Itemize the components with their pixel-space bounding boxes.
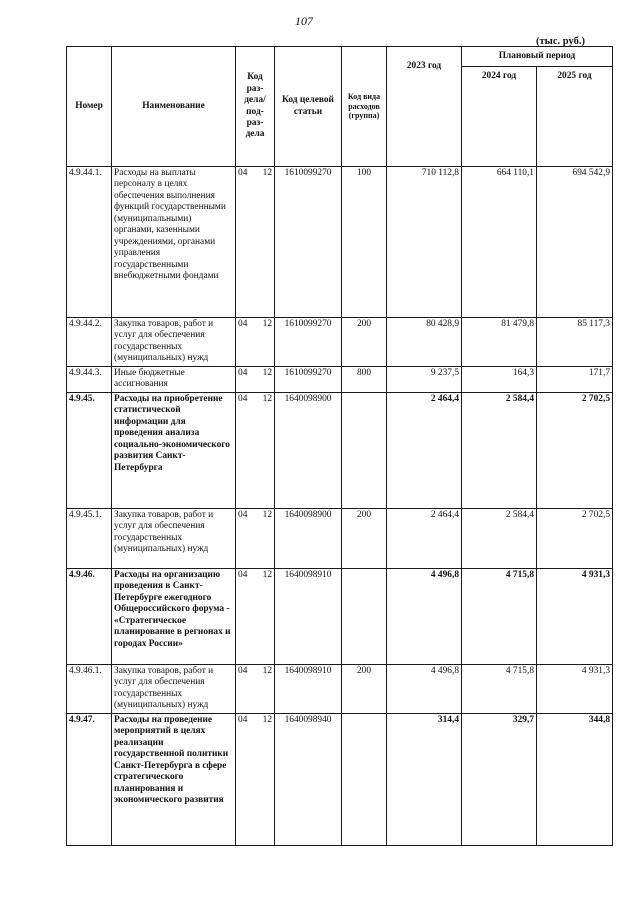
row-value-2024: 4 715,8 — [462, 664, 537, 713]
row-subsection-code: 12 — [256, 392, 275, 508]
budget-table — [66, 46, 613, 846]
row-target-code: 1640098900 — [275, 508, 342, 568]
row-target-code: 1640098900 — [275, 392, 342, 508]
row-value-2023: 710 112,8 — [387, 167, 462, 318]
units-label: (тыс. руб.) — [536, 36, 585, 47]
row-value-2025: 694 542,9 — [537, 167, 613, 318]
row-value-2023: 2 464,4 — [387, 508, 462, 568]
row-value-2024: 81 479,8 — [462, 318, 537, 367]
row-value-2025: 4 931,3 — [537, 664, 613, 713]
header-name: Наименование — [112, 47, 236, 167]
row-value-2024: 4 715,8 — [462, 568, 537, 664]
row-subsection-code: 12 — [256, 366, 275, 392]
row-section-code: 04 — [236, 366, 256, 392]
row-name: Расходы на проведение мероприятий в целях реализации государственной политики Санкт-Петербурга в сфере стратегического планирования и экономического развития — [112, 713, 236, 845]
table-row — [67, 318, 613, 367]
row-number: 4.9.44.3. — [67, 366, 112, 392]
row-value-2024: 2 584,4 — [462, 508, 537, 568]
row-value-2025: 344,8 — [537, 713, 613, 845]
row-value-2024: 664 110,1 — [462, 167, 537, 318]
row-target-code: 1610099270 — [275, 318, 342, 367]
row-value-2025: 171,7 — [537, 366, 613, 392]
row-number: 4.9.45.1. — [67, 508, 112, 568]
row-name: Расходы на организацию проведения в Санкт-Петербурге ежегодного Общероссийского форума - «Стратегическое планирование в регионах и городах России» — [112, 568, 236, 664]
header-expense-code: Код вида расходов (группа) — [342, 47, 387, 167]
header-year-2024: 2024 год — [462, 67, 537, 167]
row-value-2023: 80 428,9 — [387, 318, 462, 367]
row-name: Иные бюджетные ассигнования — [112, 366, 236, 392]
row-number: 4.9.46. — [67, 568, 112, 664]
row-section-code: 04 — [236, 318, 256, 367]
row-number: 4.9.47. — [67, 713, 112, 845]
row-number: 4.9.44.1. — [67, 167, 112, 318]
row-target-code: 1640098940 — [275, 713, 342, 845]
row-value-2025: 85 117,3 — [537, 318, 613, 367]
row-section-code: 04 — [236, 167, 256, 318]
row-expense-code: 800 — [342, 366, 387, 392]
row-name: Расходы на приобретение статистической информации для проведения анализа социально-экономического развития Санкт-Петербурга — [112, 392, 236, 508]
row-expense-code: 200 — [342, 508, 387, 568]
table-body — [67, 167, 613, 846]
row-name: Закупка товаров, работ и услуг для обеспечения государственных (муниципальных) нужд — [112, 508, 236, 568]
row-target-code: 1640098910 — [275, 568, 342, 664]
row-subsection-code: 12 — [256, 568, 275, 664]
row-section-code: 04 — [236, 664, 256, 713]
row-value-2023: 2 464,4 — [387, 392, 462, 508]
row-value-2025: 2 702,5 — [537, 392, 613, 508]
row-expense-code — [342, 568, 387, 664]
row-subsection-code: 12 — [256, 167, 275, 318]
row-section-code: 04 — [236, 568, 256, 664]
header-section-code: Код раз-дела/ под-раз-дела — [236, 47, 275, 167]
row-target-code: 1640098910 — [275, 664, 342, 713]
row-value-2024: 329,7 — [462, 713, 537, 845]
table-row — [67, 392, 613, 508]
row-value-2024: 2 584,4 — [462, 392, 537, 508]
table-row — [67, 508, 613, 568]
row-value-2023: 314,4 — [387, 713, 462, 845]
row-subsection-code: 12 — [256, 664, 275, 713]
table-row — [67, 167, 613, 318]
header-year-2023: 2023 год — [387, 47, 462, 167]
row-name: Закупка товаров, работ и услуг для обеспечения государственных (муниципальных) нужд — [112, 318, 236, 367]
header-target-code: Код целевой статьи — [275, 47, 342, 167]
row-number: 4.9.46.1. — [67, 664, 112, 713]
row-section-code: 04 — [236, 508, 256, 568]
row-number: 4.9.44.2. — [67, 318, 112, 367]
table-row — [67, 366, 613, 392]
row-value-2023: 9 237,5 — [387, 366, 462, 392]
row-value-2023: 4 496,8 — [387, 568, 462, 664]
table-row — [67, 568, 613, 664]
header-planning-period: Плановый период — [462, 47, 613, 67]
row-target-code: 1610099270 — [275, 366, 342, 392]
row-expense-code: 100 — [342, 167, 387, 318]
row-value-2023: 4 496,8 — [387, 664, 462, 713]
row-value-2025: 2 702,5 — [537, 508, 613, 568]
page-number: 107 — [295, 14, 313, 28]
header-number: Номер — [67, 47, 112, 167]
row-name: Расходы на выплаты персоналу в целях обеспечения выполнения функций государственными (муниципальными) органами, казенными учреждениями, органами управления государственными внебюджетными фондами — [112, 167, 236, 318]
header-year-2025: 2025 год — [537, 67, 613, 167]
row-number: 4.9.45. — [67, 392, 112, 508]
row-subsection-code: 12 — [256, 508, 275, 568]
row-subsection-code: 12 — [256, 713, 275, 845]
row-value-2024: 164,3 — [462, 366, 537, 392]
row-expense-code — [342, 713, 387, 845]
row-target-code: 1610099270 — [275, 167, 342, 318]
row-subsection-code: 12 — [256, 318, 275, 367]
row-expense-code: 200 — [342, 318, 387, 367]
table-row — [67, 664, 613, 713]
table-row — [67, 713, 613, 845]
row-expense-code: 200 — [342, 664, 387, 713]
row-value-2025: 4 931,3 — [537, 568, 613, 664]
row-section-code: 04 — [236, 713, 256, 845]
row-expense-code — [342, 392, 387, 508]
row-section-code: 04 — [236, 392, 256, 508]
row-name: Закупка товаров, работ и услуг для обеспечения государственных (муниципальных) нужд — [112, 664, 236, 713]
